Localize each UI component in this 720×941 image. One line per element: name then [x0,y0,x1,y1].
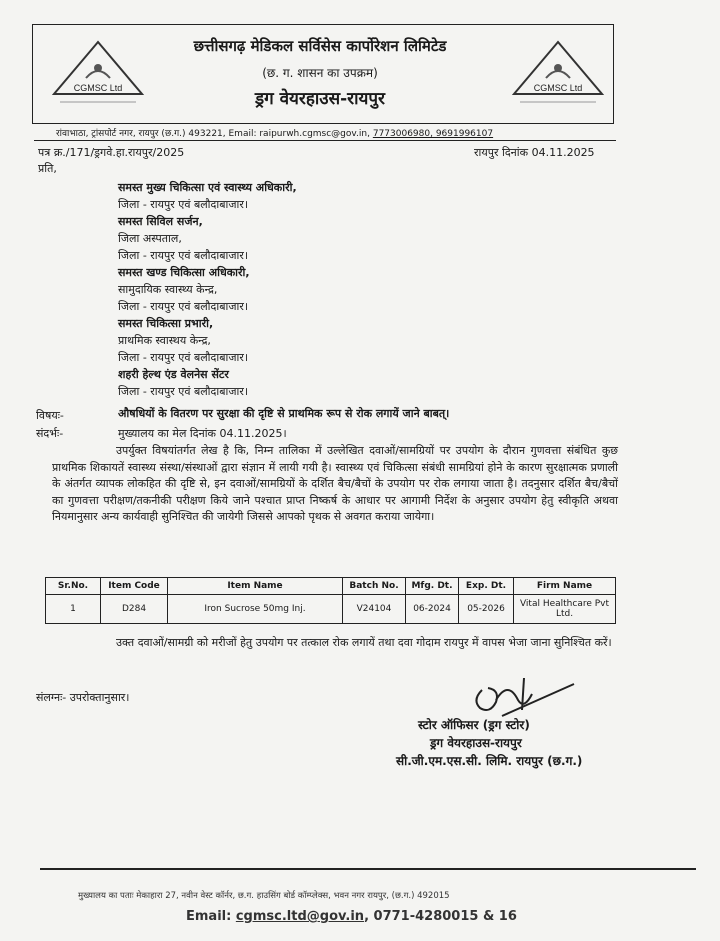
subject-text: औषधियों के वितरण पर सुरक्षा की दृष्टि से प्राथमिक रूप से रोक लगायें जाने बाबत्। [118,407,450,420]
letter-date: रायपुर दिनांक 04.11.2025 [474,146,595,159]
contact-line: रांवाभाठा, ट्रांसपोर्ट नगर, रायपुर (छ.ग.) 493221, Email: raipurwh.cgmsc@gov.in, 7773006980, 9691996107 [56,129,494,139]
reference-label: संदर्भः- [36,427,64,440]
org-name: छत्तीसगढ़ मेडिकल सर्विसेस कार्पोरेशन लिमिटेड [193,37,447,55]
signatory-unit: ड्रग वेयरहाउस-रायपुर [430,736,522,750]
recipient-line: सामुदायिक स्वास्थ्य केन्द्र, [118,283,218,296]
svg-text:CGMSC Ltd: CGMSC Ltd [533,83,583,93]
cgmsc-logo-left [50,38,146,116]
unit-name: ड्रग वेयरहाउस-रायपुर [255,89,385,109]
col-header: Sr.No. [46,578,101,595]
signature-mark [462,670,582,720]
footer-phone: , 0771-4280015 & 16 [364,909,517,924]
col-header: Batch No. [343,578,406,595]
footer-contact: Email: cgmsc.ltd@gov.in, 0771-4280015 & 16 [186,909,517,924]
to-label: प्रति, [38,162,57,175]
table-row [46,595,616,624]
cell-item-code: D284 [101,595,168,624]
col-header: Firm Name [514,578,616,595]
items-table [45,577,616,624]
recipient-line: जिला - रायपुर एवं बलौदाबाजार। [118,198,249,211]
recipient-line: जिला - रायपुर एवं बलौदाबाजार। [118,385,249,398]
header-divider [34,140,616,141]
recipient-line: समस्त खण्ड चिकित्सा अधिकारी, [118,266,250,279]
recipient-line: समस्त सिविल सर्जन, [118,215,203,228]
hq-address: मुख्यालय का पताः मेकाहारा 27, नवीन वेस्ट कॉर्नर, छ.ग. हाउसिंग बोर्ड कॉम्प्लेक्स, भवन नगर रायपुर, (छ.ग.) 492015 [78,891,450,901]
recipient-line: जिला - रायपुर एवं बलौदाबाजार। [118,351,249,364]
org-subtitle: (छ. ग. शासन का उपक्रम) [262,66,378,80]
col-header: Item Name [168,578,343,595]
cell-item-name: Iron Sucrose 50mg Inj. [168,595,343,624]
footer-divider [40,868,696,870]
recipient-line: जिला - रायपुर एवं बलौदाबाजार। [118,249,249,262]
footer-email: cgmsc.ltd@gov.in [235,909,365,924]
col-header: Exp. Dt. [459,578,514,595]
recipient-line: जिला अस्पताल, [118,232,182,245]
body-paragraph: उपर्युक्त विषयांतर्गत लेख है कि, निम्न तालिका में उल्लेखित दवाओं/सामग्रियों पर उपयोग के दौरान गुणवत्ता संबंधित कुछ प्राथमिक शिकायतें स्वास्थ्य संस्था/संस्थाओं द्वारा संज्ञान में लायी गयी है। स्वास्थ्य एवं चिकित्सा संबंधी सामग्रियां होने के कारण सुरक्षात्मक प्रणाली के अंतर्गत व्यापक लोकहित की दृष्टि से, इन दवाओं/सामग्रियों के दर्शित बैच/बैचों के उपयोग पर रोक लगाया जाता है। तदनुसार दर्शित बैच/बैचों का गुणवत्ता परीक्षण/तकनीकी परीक्षण किये जाने पश्चात प्राप्त निष्कर्ष के आधार पर आगामी निर्देश के अनुसार उपयोग हेतु स्वीकृति अथवा नियमानुसार अन्य कार्यवाही सुनिश्चित की जायेगी जिससे आपको पृथक से अवगत कराया जायेगा। [52,444,618,523]
table-header-row [46,578,616,595]
letter-ref: पत्र क्र./171/ड्रगवे.हा.रायपुर/2025 [38,146,185,159]
cell-batch-no: V24104 [343,595,406,624]
recipient-line: शहरी हेल्थ एंड वेलनेस सेंटर [118,368,229,381]
cgmsc-logo-right [510,38,606,116]
recipient-line: प्राथमिक स्वास्थय केन्द्र, [118,334,211,347]
contact-address: रांवाभाठा, ट्रांसपोर्ट नगर, रायपुर (छ.ग.) 493221, Email: [56,129,260,139]
cell-exp-date: 05-2026 [459,595,514,624]
recipient-line: समस्त मुख्य चिकित्सा एवं स्वास्थ्य अधिकारी, [118,181,297,194]
col-header: Mfg. Dt. [406,578,459,595]
svg-text:CGMSC Ltd: CGMSC Ltd [73,83,123,93]
col-header: Item Code [101,578,168,595]
recipient-line: समस्त चिकित्सा प्रभारी, [118,317,214,330]
enclosure-line: संलग्नः- उपरोक्तानुसार। [36,691,130,704]
subject-label: विषयः- [36,409,64,422]
contact-email: raipurwh.cgmsc@gov.in [259,129,368,139]
recipient-line: जिला - रायपुर एवं बलौदाबाजार। [118,300,249,313]
signatory-title: स्टोर ऑफिसर (ड्रग स्टोर) [418,718,530,732]
contact-phones: 7773006980, 9691996107 [372,129,494,139]
instruction-paragraph: उक्त दवाओं/सामग्री को मरीजों हेतु उपयोग पर तत्काल रोक लगायें तथा दवा गोदाम रायपुर में वापस भेजा जाना सुनिश्चित करें। [116,636,612,649]
reference-text: मुख्यालय का मेल दिनांक 04.11.2025। [118,427,287,440]
signatory-org: सी.जी.एम.एस.सी. लिमि. रायपुर (छ.ग.) [396,754,583,768]
cell-mfg-date: 06-2024 [406,595,459,624]
cell-sr-no: 1 [46,595,101,624]
cell-firm-name: Vital Healthcare Pvt Ltd. [514,595,616,624]
